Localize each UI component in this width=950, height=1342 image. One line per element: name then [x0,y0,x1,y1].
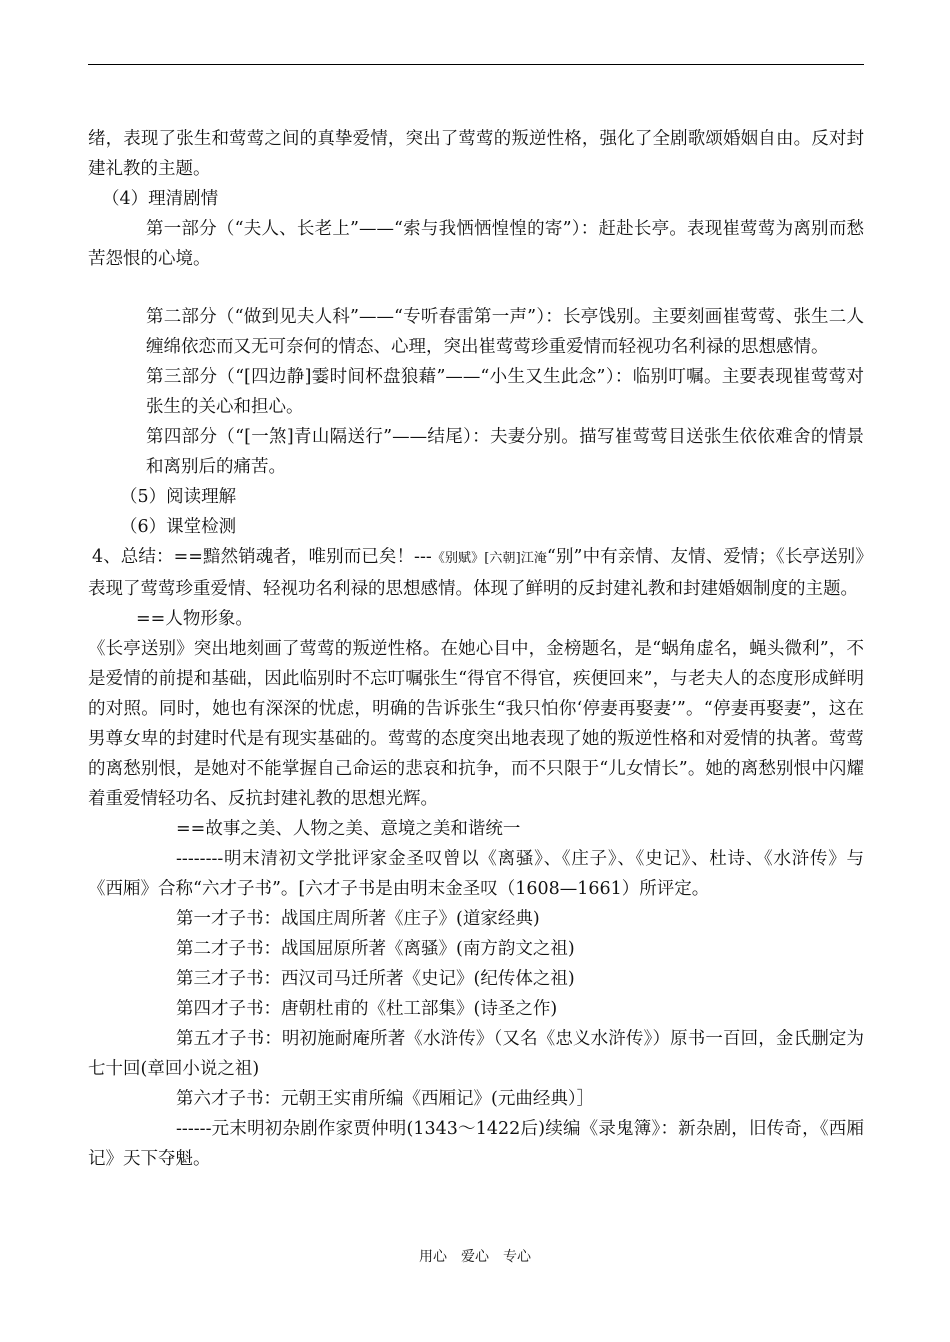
heading-reading: （5）阅读理解 [120,487,237,507]
paragraph-part-three: 第三部分（“[四边静]霎时间杯盘狼藉”——“小生又生此念”）：临别叮嘱。主要表现崔莺莺对张生的关心和担心。 [146,367,864,417]
heading-plot: （4）理清剧情 [102,189,219,209]
summary-lead: 4、总结：==黯然销魂者，唯别而已矣！--- [92,547,432,567]
paragraph-theme: 绪，表现了张生和莺莺之间的真挚爱情，突出了莺莺的叛逆性格，强化了全剧歌颂婚姻自由。反对封建礼教的主题。 [88,129,864,179]
book-six: 第六才子书：元朝王实甫所编《西厢记》(元曲经典）］ [176,1089,595,1109]
header-rule [88,64,864,65]
paragraph-part-four: 第四部分（“[一煞]青山隔送行”——结尾）：夫妻分别。描写崔莺莺目送张生依依难舍的情景和离别后的痛苦。 [146,427,864,477]
document-body [88,124,864,1174]
heading-test: （6）课堂检测 [120,517,237,537]
page-footer: 用心 爱心 专心 [419,1249,531,1265]
heading-character: ==人物形象。 [136,609,253,629]
paragraph-six-books: --------明末清初文学批评家金圣叹曾以《离骚》、《庄子》、《史记》、杜诗、《水浒传》与《西厢》合称“六才子书”。[六才子书是由明末金圣叹（1608—1661）所评定。 [88,849,864,899]
book-two: 第二才子书：战国屈原所著《离骚》(南方韵文之祖) [176,939,575,959]
summary-body: “别”中有亲情、友情、爱情；《长亭送别》表现了莺莺珍重爱情、轻视功名利禄的思想感情。体现了鲜明的反封建礼教和封建婚姻制度的主题。 [88,547,864,599]
spacer [88,274,864,302]
book-four: 第四才子书：唐朝杜甫的《杜工部集》(诗圣之作) [176,999,558,1019]
book-three: 第三才子书：西汉司马迁所著《史记》(纪传体之祖) [176,969,575,989]
paragraph-summary [88,542,864,604]
summary-source: 《别赋》[六朝]江淹 [431,551,547,566]
book-one: 第一才子书：战国庄周所著《庄子》(道家经典) [176,909,540,929]
paragraph-character: 《长亭送别》突出地刻画了莺莺的叛逆性格。在她心目中，金榜题名，是“蜗角虚名，蝇头微利”，不是爱情的前提和基础，因此临别时不忘叮嘱张生“得官不得官，疾便回来”，与老夫人的态度形成鲜明的对照。同时，她也有深深的忧虑，明确的告诉张生“我只怕你‘停妻再娶妻’”。“停妻再娶妻”，这在男尊女卑的封建时代是有现实基础的。莺莺的态度突出地表现了她的叛逆性格和对爱情的执著。莺莺的离愁别恨，是她对不能掌握自己命运的悲哀和抗争，而不只限于“儿女情长”。她的离愁别恨中闪耀着重爱情轻功名、反抗封建礼教的思想光辉。 [88,639,864,809]
book-five: 第五才子书：明初施耐庵所著《水浒传》（又名《忠义水浒传》）原书一百回，金氏删定为七十回(章回小说之祖) [88,1029,864,1079]
paragraph-part-one: 第一部分（“夫人、长老上”——“索与我恓恓惶惶的寄”）：赶赴长亭。表现崔莺莺为离别而愁苦怨恨的心境。 [88,219,864,269]
paragraph-part-two: 第二部分（“做到见夫人科”——“专听春雷第一声”）：长亭饯别。主要刻画崔莺莺、张生二人缠绵依恋而又无可奈何的情态、心理，突出崔莺莺珍重爱情而轻视功名利禄的思想感情。 [146,307,864,357]
paragraph-lugui-bu: ------元末明初杂剧作家贾仲明(1343～1422后)续编《录鬼簿》：新杂剧，旧传奇，《西厢记》天下夺魁。 [88,1119,864,1169]
heading-harmony: ==故事之美、人物之美、意境之美和谐统一 [176,819,521,839]
